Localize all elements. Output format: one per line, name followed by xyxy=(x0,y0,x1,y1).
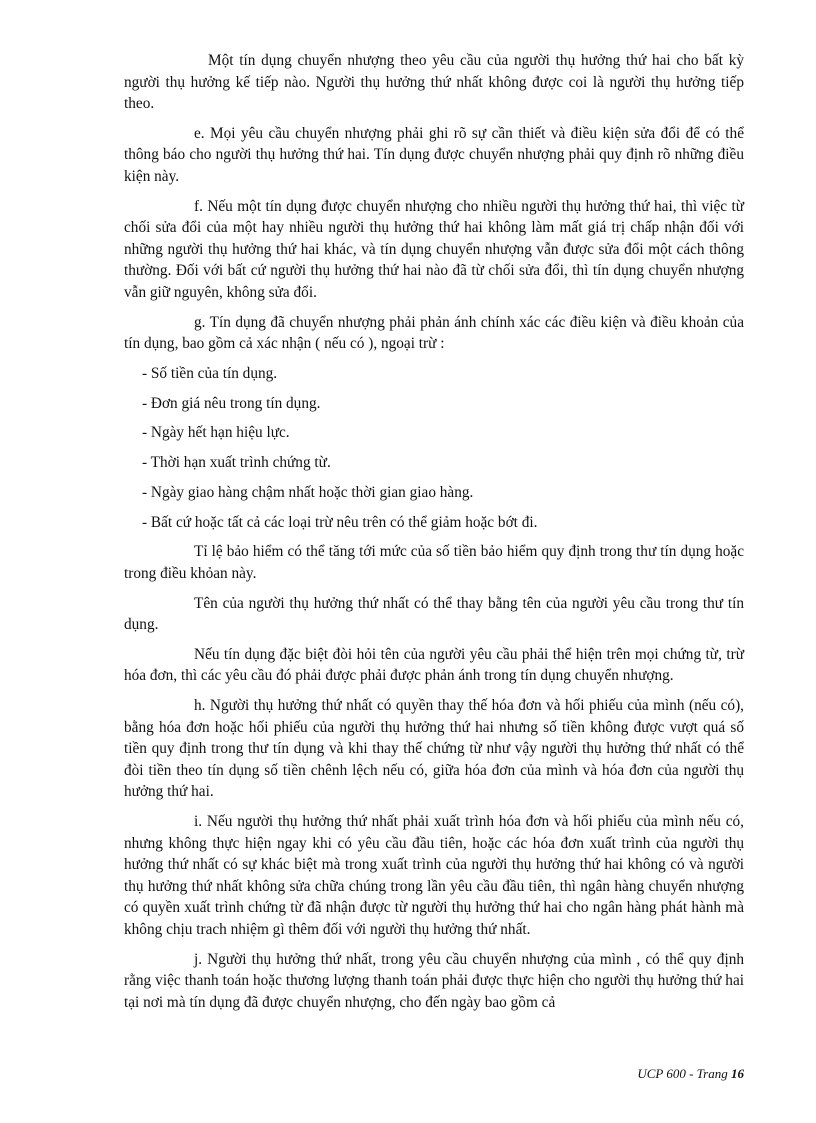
paragraph-insurance: Tỉ lệ bảo hiểm có thể tăng tới mức của số tiền bảo hiểm quy định trong thư tín dụng hoặc trong điều khỏan này. xyxy=(124,543,744,582)
paragraph-i: i. Nếu người thụ hưởng thứ nhất phải xuất trình hóa đơn và hối phiếu của mình nếu có, nhưng không thực hiện ngay khi có yêu cầu đầu tiên, hoặc các hóa đơn xuất trình của người thụ hưởng thứ nhất có sự khác biệt mà trong xuất trình của người thụ hưởng thứ hai không có và người thụ hưởng thứ nhất không sửa chữa chúng trong lần yêu cầu đầu tiên, thì ngân hàng chuyển nhượng có quyền xuất trình chứng từ đã nhận được từ người thụ hưởng thứ hai cho ngân hàng phát hành mà không chịu trach nhiệm gì thêm đối với người thụ hưởng thứ nhất. xyxy=(124,812,744,938)
footer-label: UCP 600 - Trang xyxy=(637,1066,731,1081)
paragraph-applicant-name: Nếu tín dụng đặc biệt đòi hỏi tên của người yêu cầu phải thể hiện trên mọi chứng từ, trừ hóa đơn, thì các yêu cầu đó phải được phải được phản ánh trong tín dụng chuyển nhượng. xyxy=(124,645,744,685)
paragraph-e: e. Mọi yêu cầu chuyển nhượng phải ghi rõ sự cần thiết và điều kiện sửa đổi để có thể thông báo cho người thụ hưởng thứ hai. Tín dụng được chuyển nhượng phải quy định rõ những điều kiện này. xyxy=(124,124,744,185)
list-item: - Đơn giá nêu trong tín dụng. xyxy=(142,394,321,412)
page-number: 16 xyxy=(731,1066,744,1081)
list-item: - Ngày hết hạn hiệu lực. xyxy=(142,424,290,442)
paragraph-g: g. Tín dụng đã chuyển nhượng phải phản ánh chính xác các điều kiện và điều khoản của tín dụng, bao gồm cả xác nhận ( nếu có ), ngoại trừ : xyxy=(124,313,744,353)
document-page xyxy=(124,50,744,1021)
paragraph-h: h. Người thụ hưởng thứ nhất có quyền thay thế hóa đơn và hối phiếu của mình (nếu có), bằng hóa đơn hoặc hối phiếu của người thụ hưởng thứ hai nhưng số tiền không được vượt quá số tiền quy định trong thư tín dụng và khi thay thế chứng từ như vậy người thụ hưởng thứ nhất có thể đòi tiền theo tín dụng số tiền chênh lệch nếu có, giữa hóa đơn của mình và hóa đơn của người thụ hưởng thứ hai. xyxy=(124,696,744,801)
paragraph: Một tín dụng chuyển nhượng theo yêu cầu của người thụ hưởng thứ hai cho bất kỳ người thụ hưởng kế tiếp nào. Người thụ hưởng thứ nhất không được coi là người thụ hưởng tiếp theo. xyxy=(124,52,744,113)
paragraph-j: j. Người thụ hưởng thứ nhất, trong yêu cầu chuyển nhượng của mình , có thể quy định rằng việc thanh toán hoặc thương lượng thanh toán phải được thực hiện cho người thụ hưởng thứ hai tại nơi mà tín dụng đã được chuyển nhượng, cho đến ngày bao gồm cả xyxy=(124,950,744,1011)
paragraph-beneficiary-name: Tên của người thụ hưởng thứ nhất có thể thay bằng tên của người yêu cầu trong thư tín dụng. xyxy=(124,594,744,634)
list-item: - Ngày giao hàng chậm nhất hoặc thời gian giao hàng. xyxy=(142,483,474,501)
list-item: - Thời hạn xuất trình chứng từ. xyxy=(142,454,331,472)
exception-list xyxy=(124,363,744,534)
list-item: - Bất cứ hoặc tất cả các loại trừ nêu trên có thể giảm hoặc bớt đi. xyxy=(142,513,538,531)
paragraph-f: f. Nếu một tín dụng được chuyển nhượng cho nhiều người thụ hưởng thứ hai, thì việc từ chối sửa đổi của một hay nhiều người thụ hưởng thứ hai không làm mất giá trị chấp nhận đối với những người thụ hưởng thứ hai khác, và tín dụng chuyển nhượng vẫn được sửa đổi một cách thông thường. Đối với bất cứ người thụ hưởng thứ hai nào đã từ chối sửa đổi, thì tín dụng chuyển nhượng vẫn giữ nguyên, không sửa đổi. xyxy=(124,197,744,301)
page-footer xyxy=(0,1066,744,1082)
list-item: - Số tiền của tín dụng. xyxy=(142,364,278,382)
